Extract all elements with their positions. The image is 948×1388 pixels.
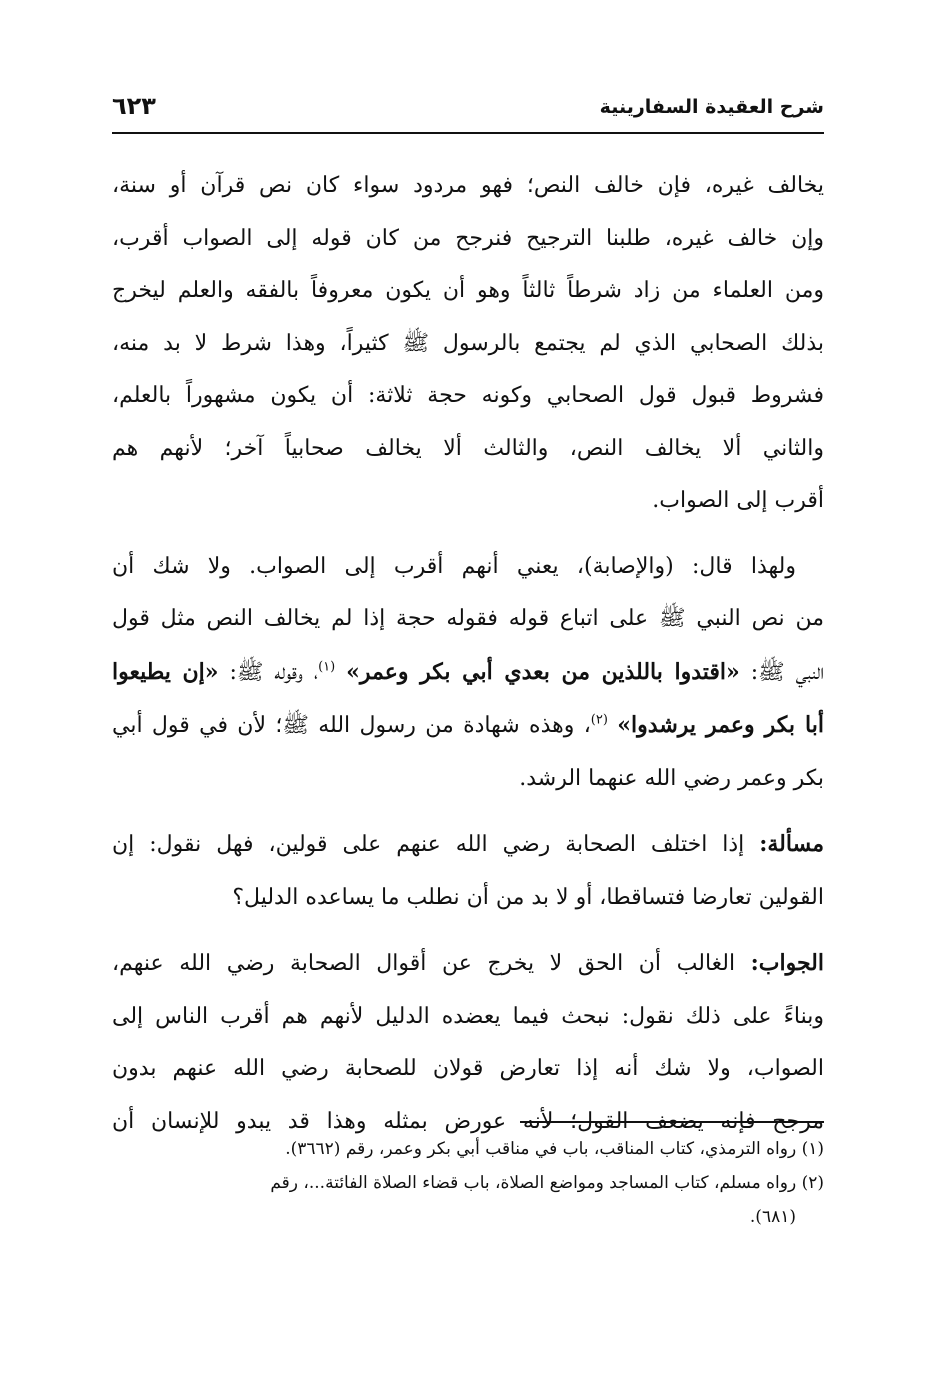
footnote-1: (١) رواه الترمذي، كتاب المناقب، باب في مناقب أبي بكر وعمر، رقم (٣٦٦٢). xyxy=(285,1139,824,1159)
text-line xyxy=(112,818,824,872)
text-span: ، وقوله ﷺ: xyxy=(218,659,319,685)
hadith-quote: «إن يطيعوا xyxy=(112,658,219,685)
text-line: يخالف غيره، فإن خالف النص؛ فهو مردود سواء كان نص قرآن أو سنة، xyxy=(112,173,824,198)
hadith-quote: «اقتدوا باللذين من بعدي أبي بكر وعمر» xyxy=(346,658,740,685)
answer-label: الجواب: xyxy=(750,950,824,976)
footnote-separator xyxy=(520,1121,824,1123)
hadith-quote: أبا بكر وعمر يرشدوا» xyxy=(617,712,824,738)
text-line: القولين تعارضا فتساقطا، أو لا بد من أن نطلب ما يساعده الدليل؟ xyxy=(232,884,824,910)
footnote-ref-1[interactable]: (١) xyxy=(318,659,336,675)
text-line xyxy=(112,699,824,753)
page-header xyxy=(112,92,824,126)
footnote-2-text: (٢) رواه مسلم، كتاب المساجد ومواضع الصلاة، باب قضاء الصلاة الفائتة...، رقم xyxy=(270,1173,824,1193)
paragraph-2 xyxy=(112,541,824,806)
text-span: ، وهذه شهادة من رسول الله ﷺ؛ لأن في قول أبي xyxy=(112,713,591,738)
main-text xyxy=(112,160,824,1161)
text-line: مرجح فإنه يضعف القول؛ لأنه عورض بمثله وهذا قد يبدو للإنسان أن xyxy=(112,1108,824,1134)
text-line: أقرب إلى الصواب. xyxy=(652,488,824,513)
footnote-2-continuation: (٦٨١). xyxy=(749,1207,796,1227)
text-line: بكر وعمر رضي الله عنهما الرشد. xyxy=(519,765,824,791)
footnote-2 xyxy=(112,1166,824,1234)
text-line xyxy=(112,646,824,700)
text-line: فشروط قبول قول الصحابي وكونه حجة ثلاثة: أن يكون مشهوراً بالعلم، xyxy=(112,383,824,408)
text-span: النبي ﷺ: xyxy=(739,659,825,685)
page-number: ٦٢٣ xyxy=(112,92,156,120)
text-line: ولهذا قال: (والإصابة)، يعني أنهم أقرب إلى الصواب. ولا شك أن xyxy=(112,553,796,579)
header-rule xyxy=(112,132,824,134)
text-line: والثاني ألا يخالف النص، والثالث ألا يخالف صحابياً آخر؛ لأنهم هم xyxy=(112,435,824,461)
text-span: الغالب أن الحق لا يخرج عن أقوال الصحابة رضي الله عنهم، xyxy=(112,951,751,976)
text-line: الصواب، ولا شك أنه إذا تعارض قولان للصحابة رضي الله عنهم بدون xyxy=(112,1056,824,1081)
text-line: من نص النبي ﷺ على اتباع قوله فقوله حجة إذا لم يخالف النص مثل قول xyxy=(112,606,824,631)
footnotes xyxy=(112,1132,824,1234)
text-line: ومن العلماء من زاد شرطاً ثالثاً وهو أن يكون معروفاً بالفقه والعلم ليخرج xyxy=(112,278,824,303)
footnote-ref-2[interactable]: (٢) xyxy=(590,712,608,728)
text-line: بذلك الصحابي الذي لم يجتمع بالرسول ﷺ كثيراً، وهذا شرط لا بد منه، xyxy=(112,330,824,356)
text-span: إذا اختلف الصحابة رضي الله عنهم على قولين، فهل نقول: إن xyxy=(112,832,760,857)
paragraph-4 xyxy=(112,937,824,1148)
paragraph-3 xyxy=(112,818,824,924)
question-label: مسألة: xyxy=(759,831,824,857)
text-line: وبناءً على ذلك نقول: نبحث فيما يعضده الدليل لأنهم هم أقرب الناس إلى xyxy=(112,1003,824,1029)
running-title: شرح العقيدة السفارينية xyxy=(599,96,824,118)
text-line xyxy=(112,937,824,991)
paragraph-1 xyxy=(112,160,824,528)
text-line: وإن خالف غيره، طلبنا الترجيح فنرجح من كان قوله إلى الصواب أقرب، xyxy=(112,225,824,251)
